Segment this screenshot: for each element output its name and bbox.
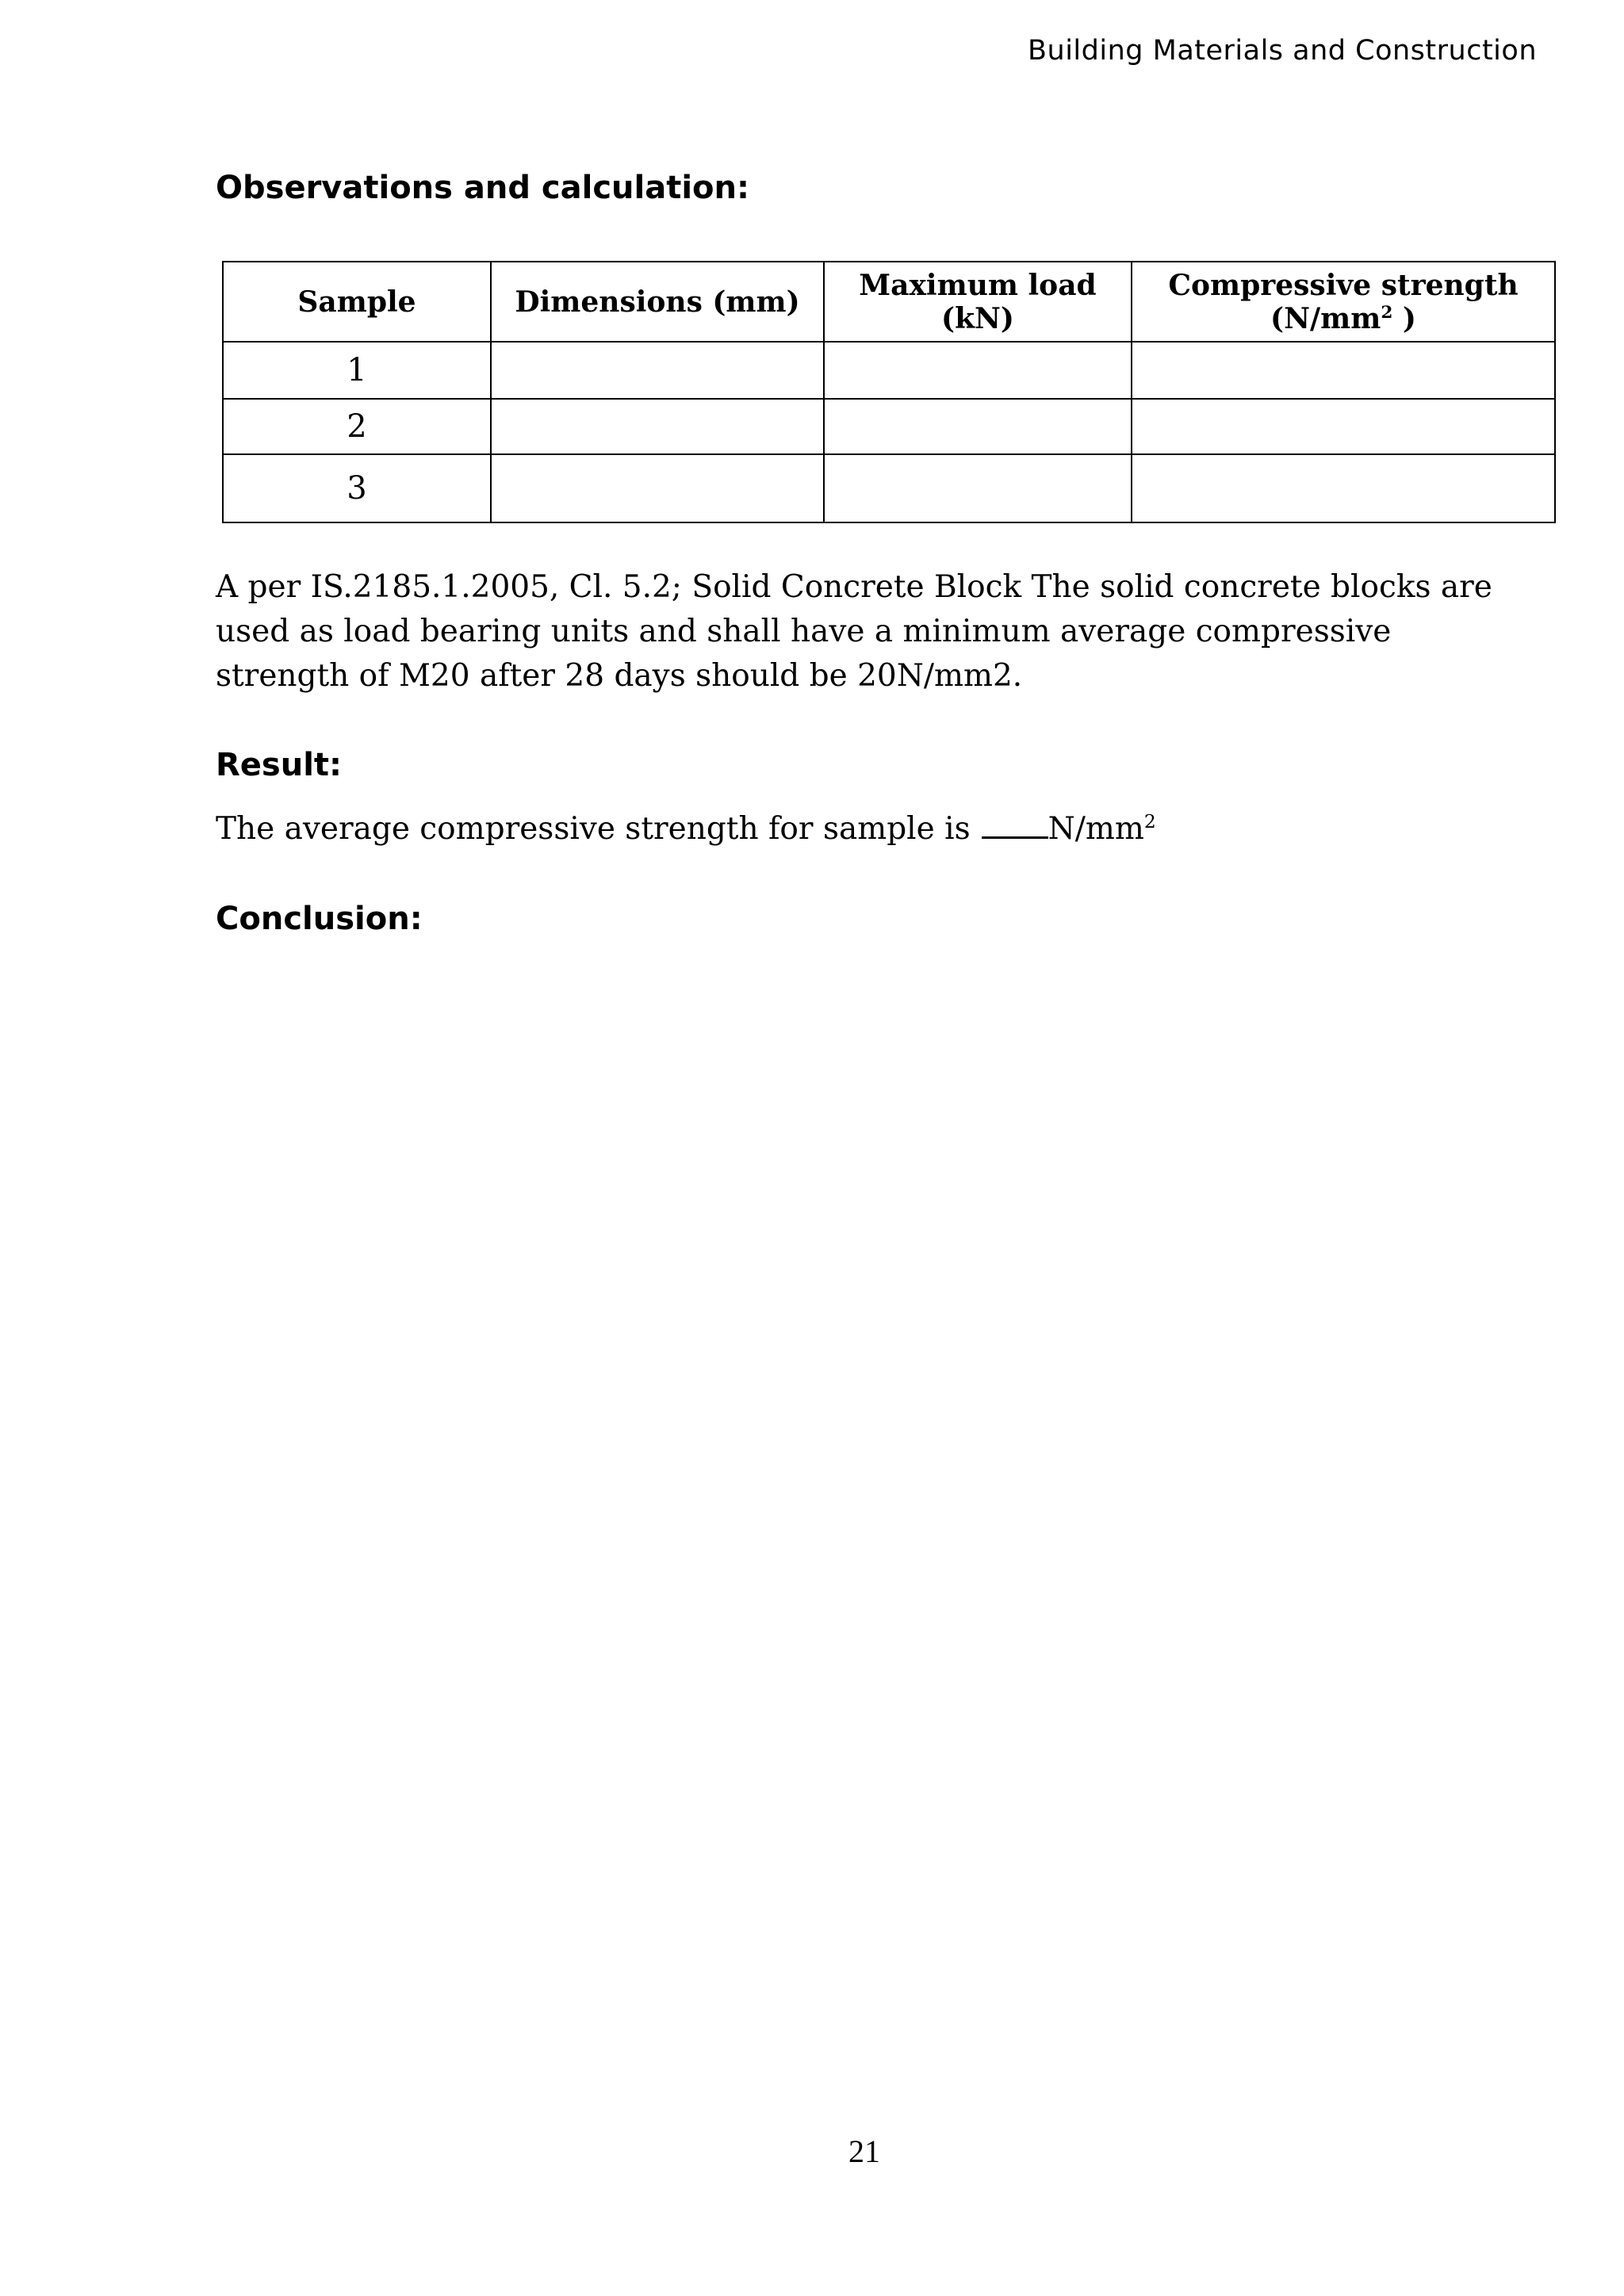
observations-table [222, 261, 1556, 523]
cell-maximum-load [824, 399, 1132, 454]
cell-sample: 2 [223, 399, 491, 454]
result-text: The average compressive strength for sample is [216, 811, 971, 847]
running-header: Building Materials and Construction [1028, 35, 1537, 67]
result-unit: N/mm [1048, 811, 1144, 847]
standard-reference-paragraph: A per IS.2185.1.2005, Cl. 5.2; Solid Concrete Block The solid concrete blocks are used as load bearing units and shall have a minimum average compressive strength of M20 after 28 days should be 20N/mm2. [216, 569, 1492, 694]
result-unit-superscript: 2 [1143, 810, 1156, 832]
header-sample: Sample [223, 262, 491, 342]
header-unit-close: ) [1392, 301, 1416, 335]
cell-dimensions [491, 342, 824, 399]
cell-maximum-load [824, 342, 1132, 399]
table-row [223, 454, 1555, 522]
cell-sample: 1 [223, 342, 491, 399]
cell-compressive-strength [1132, 454, 1555, 522]
header-compressive-strength-label: Compressive strength [1168, 268, 1519, 302]
observations-heading: Observations and calculation: [216, 170, 750, 206]
cell-dimensions [491, 399, 824, 454]
table-header-row [223, 262, 1555, 342]
page-number: 21 [848, 2133, 880, 2169]
conclusion-heading: Conclusion: [216, 901, 423, 937]
header-maximum-load: Maximum load (kN) [824, 262, 1132, 342]
table-row [223, 342, 1555, 399]
result-heading: Result: [216, 747, 343, 783]
table-row [223, 399, 1555, 454]
header-compressive-strength-unit: (N/mm [1270, 301, 1381, 335]
cell-sample: 3 [223, 454, 491, 522]
header-unit-superscript: 2 [1381, 302, 1393, 323]
header-compressive-strength [1132, 262, 1555, 342]
cell-dimensions [491, 454, 824, 522]
result-statement [216, 807, 1516, 851]
cell-compressive-strength [1132, 399, 1555, 454]
result-blank-line [982, 836, 1048, 839]
cell-compressive-strength [1132, 342, 1555, 399]
cell-maximum-load [824, 454, 1132, 522]
header-dimensions: Dimensions (mm) [491, 262, 824, 342]
